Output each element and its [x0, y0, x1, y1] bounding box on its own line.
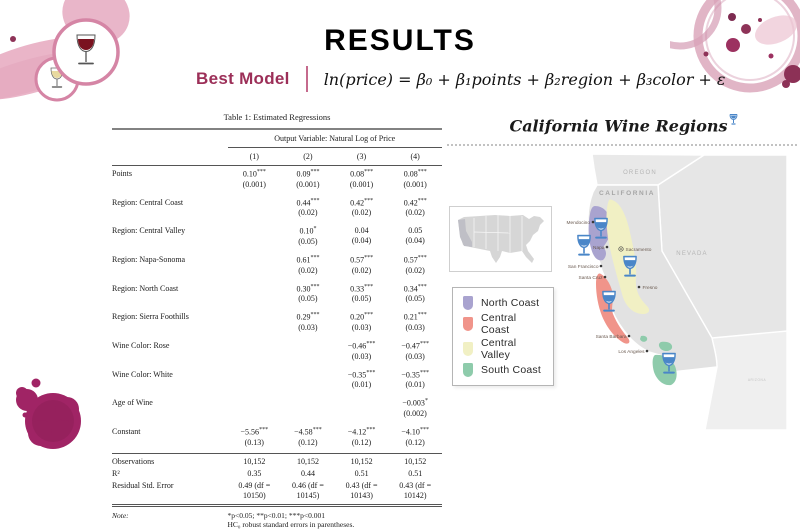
city-label-santa-cruz: Santa Cruz [578, 275, 603, 281]
table-cell: 0.20*** (0.03) [350, 312, 374, 332]
table-cell: −0.003* (0.002) [402, 398, 428, 418]
summary-cell: 10,152 [335, 453, 389, 468]
row-label: Residual Std. Error [112, 480, 228, 506]
page-title: RESULTS [324, 24, 476, 57]
output-variable-header: Output Variable: Natural Log of Price [228, 129, 443, 148]
table-cell: 0.10* (0.05) [298, 226, 318, 246]
table-cell: 0.33*** (0.05) [350, 283, 374, 304]
table-cell [228, 223, 282, 252]
output-variable-row [112, 129, 442, 148]
table-row [112, 252, 442, 281]
city-label-san-francisco: San Francisco [567, 264, 599, 270]
wine-glass-superscript-icon [729, 110, 738, 129]
summary-row [112, 468, 442, 480]
table-cell: 0.09*** (0.001) [296, 169, 320, 189]
legend-item-north-coast [463, 296, 547, 310]
table-cell: −4.58*** (0.12) [294, 426, 322, 447]
table-cell: 0.08*** (0.001) [349, 169, 374, 189]
table-cell [281, 338, 335, 367]
table-cell: 0.08*** (0.001) [403, 169, 427, 189]
table-cell [335, 395, 389, 424]
city-label-fresno: Fresno [642, 285, 658, 291]
row-label: Region: North Coast [112, 283, 179, 293]
summary-cell: 0.43 (df = 10143) [335, 480, 389, 506]
table-cell: −0.35*** (0.01) [347, 369, 376, 390]
model-formula: ln(price) = β₀ + β₁points + β₂region + β₃color + ε [323, 69, 726, 89]
legend-swatch [463, 317, 473, 331]
table-cell: −0.35*** (0.01) [401, 369, 429, 390]
note-text: *p<0.05; **p<0.01; ***p<0.001 HC₀ robust standard errors in parentheses. [227, 510, 355, 529]
table-cell: 0.57*** (0.02) [403, 254, 427, 275]
legend-swatch [463, 296, 473, 310]
city-dot-santa-barbara [628, 335, 631, 338]
city-label-napa: Napa [593, 245, 605, 251]
column-number: (1) [228, 148, 282, 166]
city-dot-san-francisco [600, 265, 603, 268]
table-cell [228, 195, 282, 224]
column-number: (4) [388, 148, 442, 166]
legend-label: Central Coast [481, 311, 517, 336]
table-cell [228, 252, 282, 281]
table-cell: 0.21*** (0.03) [403, 312, 427, 332]
summary-cell: 0.44 [300, 468, 315, 478]
table-cell [228, 367, 282, 396]
row-label: Observations [112, 453, 228, 468]
legend-item-south-coast [463, 363, 547, 377]
summary-cell: 0.46 (df = 10145) [281, 480, 335, 506]
map-title [447, 110, 800, 135]
california-map [555, 148, 800, 438]
table-cell: 0.44*** (0.02) [296, 197, 320, 218]
legend-item-central-valley [463, 337, 547, 361]
legend-label: Central Valley [481, 337, 517, 362]
city-dot-santa-cruz [604, 276, 607, 279]
table-row [112, 338, 442, 367]
note-label: Note: [112, 510, 129, 520]
table-cell: −4.10*** (0.12) [401, 426, 429, 447]
table-cell: −0.47*** (0.03) [401, 340, 429, 361]
table-caption: Table 1: Estimated Regressions [223, 112, 331, 122]
summary-row [112, 453, 442, 468]
row-label: Region: Central Valley [112, 226, 186, 236]
table-cell: 0.34*** (0.05) [403, 283, 427, 304]
table-note-row [112, 505, 442, 529]
table-cell [228, 338, 282, 367]
city-label-santa-barbara: Santa Barbara [595, 334, 627, 340]
city-dot-mendocino [592, 221, 595, 224]
row-label: Constant [112, 426, 141, 436]
table-row [112, 424, 442, 453]
table-cell: 0.61*** (0.02) [296, 254, 320, 275]
summary-cell: 10,152 [388, 453, 442, 468]
table-cell: 0.42*** (0.02) [350, 197, 374, 218]
table-row [112, 281, 442, 310]
legend-swatch [463, 363, 473, 377]
table-cell: 0.05 (0.04) [405, 226, 425, 246]
wine-glass-marker-napa-coast [578, 236, 590, 255]
us-outline [458, 215, 544, 263]
table-row [112, 166, 442, 195]
legend-label: North Coast [481, 296, 540, 309]
table-cell: 0.30*** (0.05) [296, 283, 320, 304]
state-label-nevada: NEVADA [676, 251, 708, 257]
state-arizona-shape [705, 331, 787, 430]
best-model-label: Best Model [196, 69, 290, 88]
map-title-text: California Wine Regions [509, 116, 728, 136]
summary-cell: 0.51 [354, 468, 369, 478]
state-label-arizona: ARIZONA [747, 378, 767, 382]
row-label: Region: Sierra Foothills [112, 312, 189, 322]
row-label: Points [112, 169, 133, 178]
table-row [112, 367, 442, 396]
city-label-los-angeles: Los Angeles [618, 349, 645, 355]
table-row [112, 223, 442, 252]
legend-swatch [463, 342, 473, 356]
table-cell [228, 281, 282, 310]
table-cell [228, 395, 282, 424]
city-dot-los-angeles [646, 350, 649, 353]
table-cell: 0.29*** (0.03) [296, 312, 320, 332]
state-label-oregon: OREGON [623, 170, 657, 176]
summary-cell: 0.51 [408, 468, 423, 478]
row-label: R² [112, 468, 120, 478]
white-wine-glass-icon [51, 68, 63, 87]
summary-cell: 10,152 [281, 453, 335, 468]
table-cell: 0.57*** (0.02) [350, 254, 374, 275]
map-legend [452, 287, 554, 386]
column-number: (3) [335, 148, 389, 166]
table-row [112, 395, 442, 424]
dotted-divider [447, 144, 797, 146]
state-label-california: CALIFORNIA [598, 190, 656, 197]
us-inset-map [449, 206, 552, 272]
city-dot-napa [606, 246, 609, 249]
row-label: Region: Napa-Sonoma [112, 254, 186, 264]
table-cell: −4.12*** (0.12) [347, 426, 376, 447]
table-cell [281, 367, 335, 396]
vertical-divider [306, 66, 308, 92]
table-cell: 0.10*** (0.001) [242, 169, 266, 189]
city-label-sacramento: Sacramento [625, 247, 652, 253]
table-cell: 0.42*** (0.02) [403, 197, 427, 218]
column-number: (2) [281, 148, 335, 166]
summary-cell: 10,152 [228, 453, 282, 468]
legend-label: South Coast [481, 364, 541, 377]
summary-cell: 0.35 [247, 468, 262, 478]
regression-table-panel [112, 112, 442, 529]
table-cell: −0.46*** (0.03) [347, 340, 376, 361]
table-cell: 0.04 (0.04) [351, 226, 372, 246]
column-numbers-row [112, 148, 442, 166]
row-label: Region: Central Coast [112, 197, 184, 207]
row-label: Age of Wine [112, 398, 153, 408]
summary-cell: 0.49 (df = 10150) [228, 480, 282, 506]
city-label-mendocino: Mendocino [566, 220, 590, 226]
white-wine-glass-badge [36, 58, 78, 100]
table-row [112, 195, 442, 224]
row-label: Wine Color: Rose [112, 340, 170, 350]
city-dot-fresno [638, 286, 641, 289]
summary-cell: 0.43 (df = 10142) [388, 480, 442, 506]
table-cell [228, 309, 282, 338]
best-model-row [196, 66, 726, 92]
row-label: Wine Color: White [112, 369, 173, 379]
legend-item-central-coast [463, 312, 547, 336]
summary-row [112, 480, 442, 506]
table-row [112, 309, 442, 338]
table-cell [281, 395, 335, 424]
regression-table [112, 128, 442, 529]
table-cell: −5.56*** (0.13) [240, 426, 269, 447]
